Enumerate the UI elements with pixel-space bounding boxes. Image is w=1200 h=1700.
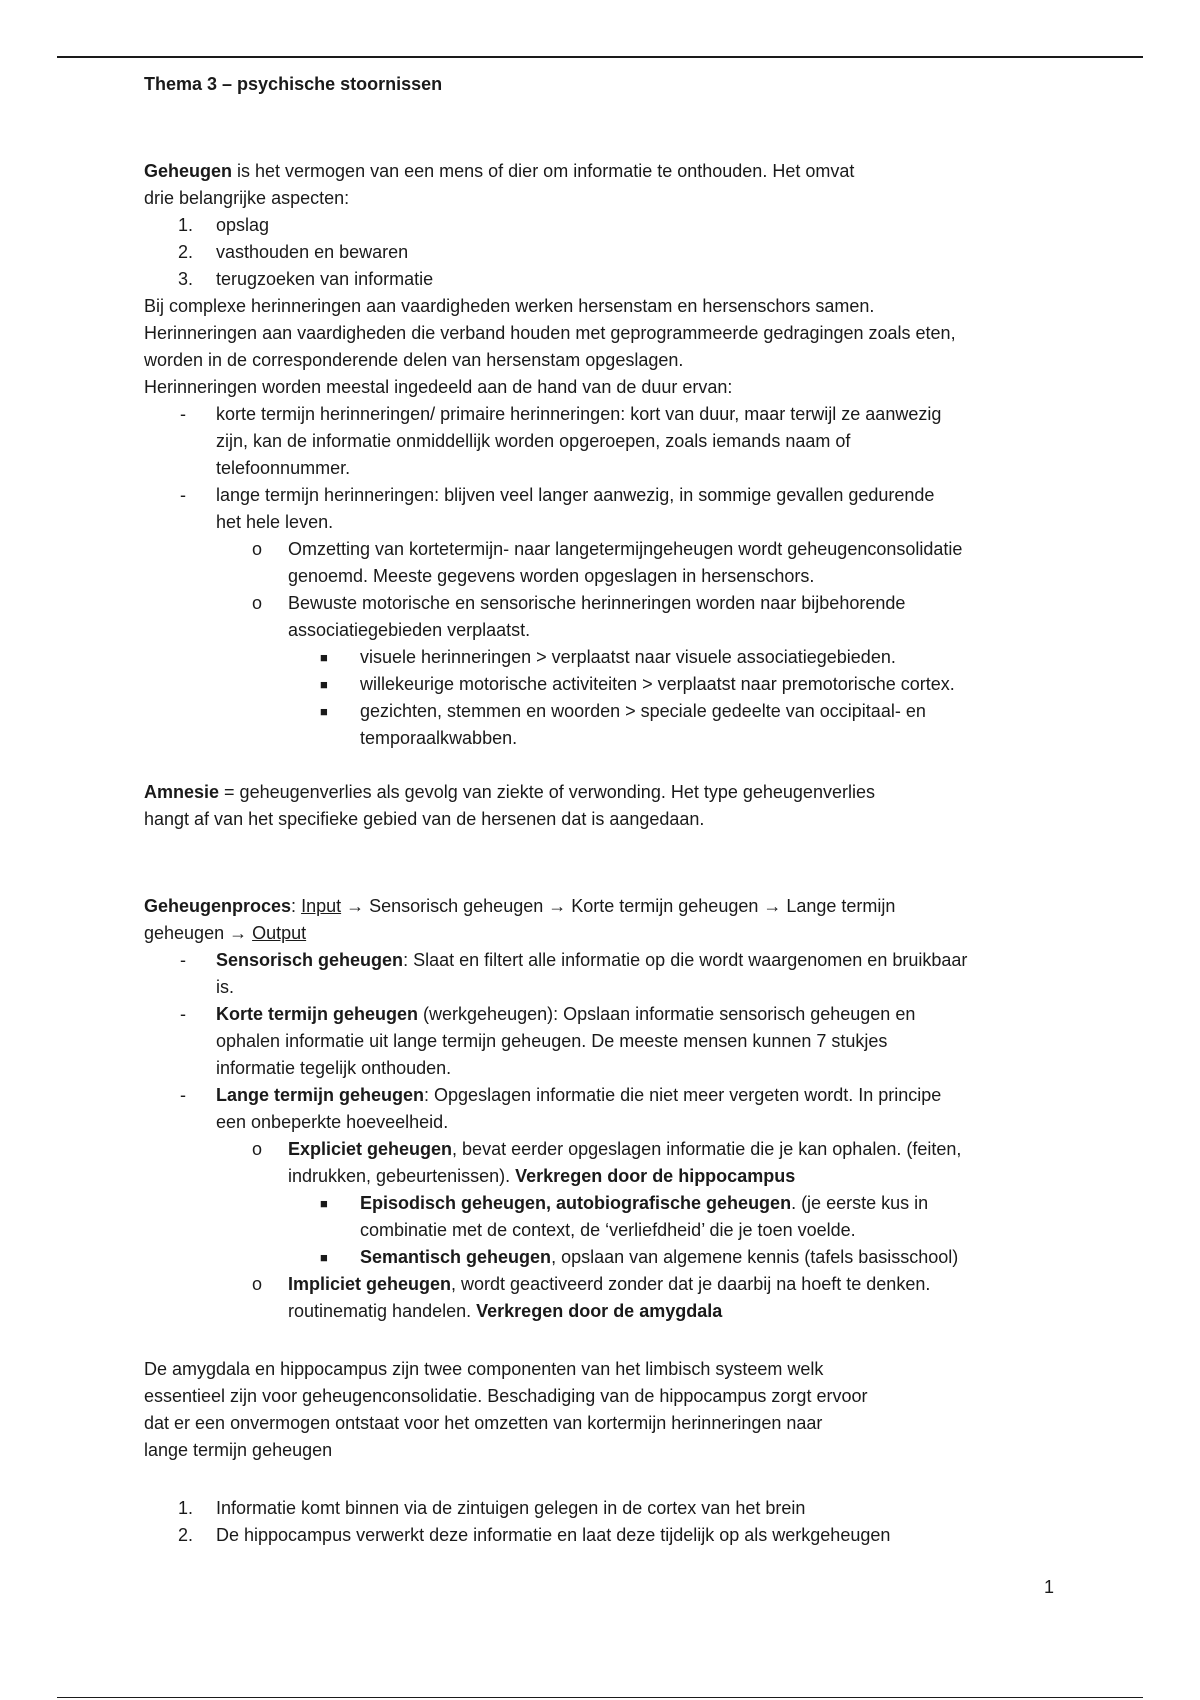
list-item: 1. Informatie komt binnen via de zintuigen gelegen in de cortex van het brein: [178, 1498, 806, 1518]
list-item: - Sensorisch geheugen: Slaat en filtert alle informatie op die wordt waargenomen en bruikbaar is.: [180, 950, 968, 997]
geheugenproces-paragraph: Geheugenproces: Input → Sensorisch geheugen → Korte termijn geheugen → Lange termijn geheugen → Output: [144, 896, 896, 943]
paragraph: Bij complexe herinneringen aan vaardigheden werken hersenstam en hersenschors samen.: [144, 296, 875, 316]
list-item: o Impliciet geheugen, wordt geactiveerd zonder dat je daarbij na hoeft te denken. routinematig handelen. Verkregen door de amygdala: [252, 1274, 931, 1321]
limbic-paragraph: De amygdala en hippocampus zijn twee componenten van het limbisch systeem welk essentieel zijn voor geheugenconsolidatie. Beschadiging van de hippocampus zorgt ervoor dat er een onvermogen ontstaat voor het omzetten van kortermijn herinneringen naar lange termijn geheugen: [144, 1359, 868, 1460]
paragraph: Herinneringen aan vaardigheden die verband houden met geprogrammeerde gedragingen zoals eten, worden in de corresponderende delen van hersenstam opgeslagen.: [144, 323, 956, 370]
list-item: o Expliciet geheugen, bevat eerder opgeslagen informatie die je kan ophalen. (feiten, indrukken, gebeurtenissen). Verkregen door de hippocampus: [252, 1139, 962, 1186]
list-item: ■ Episodisch geheugen, autobiografische geheugen. (je eerste kus in combinatie met de context, de ‘verliefdheid’ die je toen voelde.: [320, 1193, 929, 1240]
footer-rule: [57, 1697, 1143, 1698]
page-title: Thema 3 – psychische stoornissen: [144, 74, 443, 94]
list-item: - korte termijn herinneringen/ primaire herinneringen: kort van duur, maar terwijl ze aanwezig zijn, kan de informatie onmiddellijk worden opgeroepen, zoals iemands naam of telefoonnummer.: [180, 404, 942, 478]
list-item: 1. opslag: [178, 215, 270, 235]
list-item: - lange termijn herinneringen: blijven veel langer aanwezig, in sommige gevallen gedurende het hele leven.: [180, 485, 935, 532]
list-item: o Bewuste motorische en sensorische herinneringen worden naar bijbehorende associatiegebieden verplaatst.: [252, 593, 906, 640]
list-item: - Lange termijn geheugen: Opgeslagen informatie die niet meer vergeten wordt. In principe een onbeperkte hoeveelheid.: [180, 1085, 942, 1132]
list-item: ■ gezichten, stemmen en woorden > speciale gedeelte van occipitaal- en temporaalkwabben.: [320, 701, 926, 748]
geheugen-intro: Geheugen is het vermogen van een mens of dier om informatie te onthouden. Het omvat drie belangrijke aspecten:: [144, 161, 855, 208]
amnesie-paragraph: Amnesie = geheugenverlies als gevolg van ziekte of verwonding. Het type geheugenverlies hangt af van het specifieke gebied van de hersenen dat is aangedaan.: [144, 782, 875, 829]
list-item: o Omzetting van kortetermijn- naar langetermijngeheugen wordt geheugenconsolidatie genoemd. Meeste gegevens worden opgeslagen in hersenschors.: [252, 539, 963, 586]
list-item: - Korte termijn geheugen (werkgeheugen): Opslaan informatie sensorisch geheugen en ophalen informatie uit lange termijn geheugen. De meeste mensen kunnen 7 stukjes informatie tegelijk onthouden.: [180, 1004, 916, 1078]
list-item: 3. terugzoeken van informatie: [178, 269, 434, 289]
paragraph: Herinneringen worden meestal ingedeeld aan de hand van de duur ervan:: [144, 377, 733, 397]
document-body: [144, 71, 1064, 1549]
list-item: ■ visuele herinneringen > verplaatst naar visuele associatiegebieden.: [320, 647, 896, 667]
header-rule: [57, 56, 1143, 58]
list-item: 2. vasthouden en bewaren: [178, 242, 409, 262]
list-item: 2. De hippocampus verwerkt deze informatie en laat deze tijdelijk op als werkgeheugen: [178, 1525, 891, 1545]
list-item: ■ Semantisch geheugen, opslaan van algemene kennis (tafels basisschool): [320, 1247, 959, 1267]
list-item: ■ willekeurige motorische activiteiten > verplaatst naar premotorische cortex.: [320, 674, 955, 694]
page-number: 1: [1044, 1577, 1055, 1597]
